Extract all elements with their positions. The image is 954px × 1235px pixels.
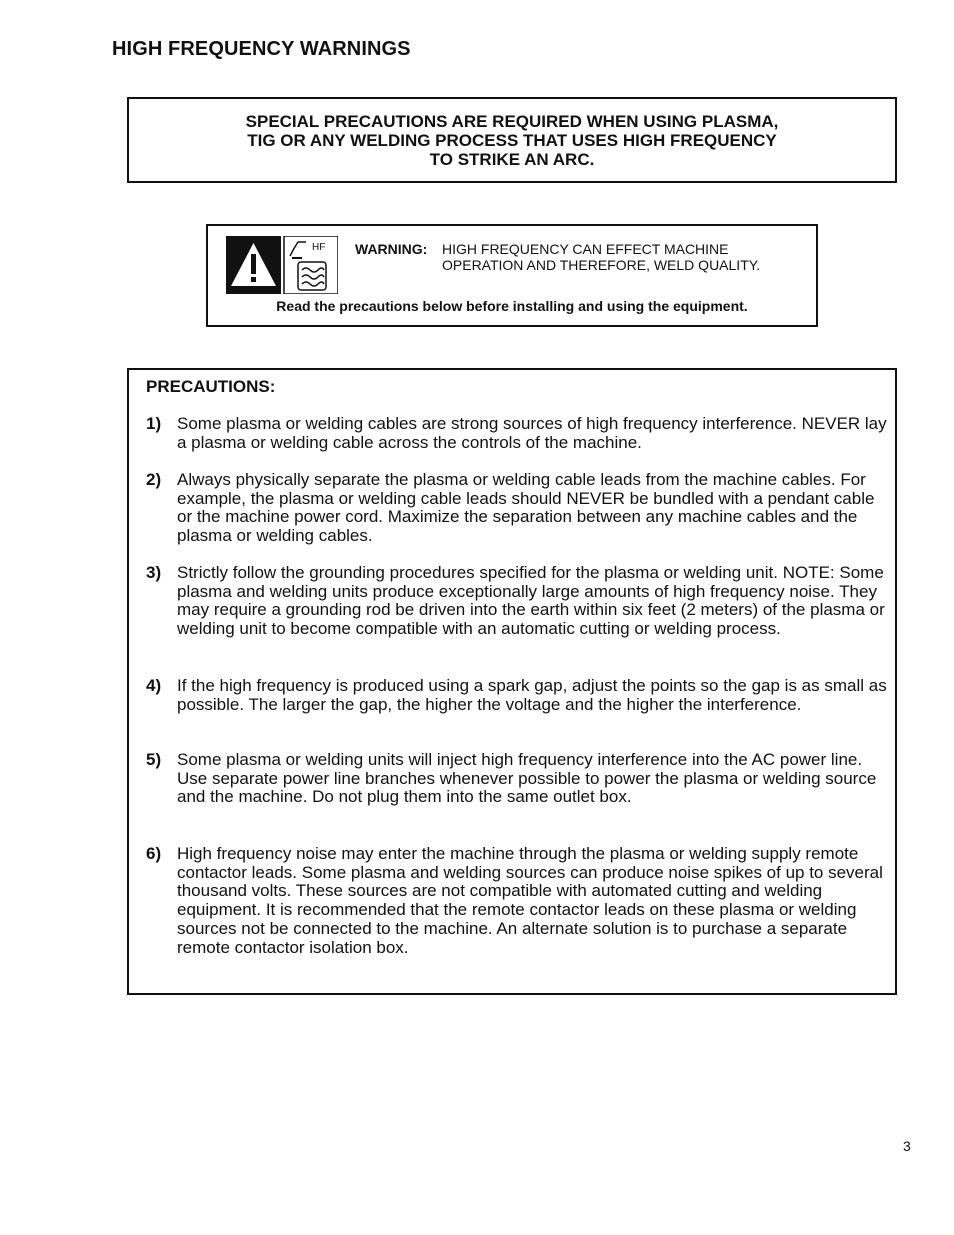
precaution-item (146, 564, 891, 639)
precaution-item (146, 751, 891, 807)
precaution-number: 1) (146, 414, 162, 433)
precaution-text: Some plasma or welding cables are strong sources of high frequency interference. NEVER lay a plasma or welding cable across the controls of the machine. (177, 414, 887, 452)
warning-text (442, 241, 812, 273)
precaution-text: Always physically separate the plasma or welding cable leads from the machine cables. For example, the plasma or welding cable leads should NEVER be bundled with a pendant cable or the machine power cord. Maximize the separation between any machine cables and the plasma or welding cables. (177, 470, 875, 546)
warning-label: WARNING: (355, 241, 428, 257)
precaution-text: If the high frequency is produced using a spark gap, adjust the points so the gap is as small as possible. The larger the gap, the higher the voltage and the higher the interference. (177, 676, 887, 714)
precaution-item (146, 471, 891, 546)
precaution-text: Strictly follow the grounding procedures specified for the plasma or welding unit. NOTE: Some plasma and welding units produce exceptionally large amounts of high frequency noise. They may require a grounding rod be driven into the earth within six feet (2 meters) of the plasma or welding unit to become compatible with an automatic cutting or welding process. (177, 563, 885, 639)
warning-line: OPERATION AND THEREFORE, WELD QUALITY. (442, 257, 761, 273)
special-precautions-box (127, 97, 897, 183)
precaution-number: 3) (146, 563, 162, 582)
precaution-number: 6) (146, 844, 162, 863)
precaution-text: Some plasma or welding units will inject high frequency interference into the AC power line. Use separate power line branches whenever possible to power the plasma or welding source and the machine. Do not plug them into the same outlet box. (177, 750, 877, 807)
warning-line: HIGH FREQUENCY CAN EFFECT MACHINE (442, 241, 729, 257)
warning-icons (226, 236, 338, 294)
precaution-item (146, 415, 891, 452)
precaution-number: 5) (146, 750, 162, 769)
precautions-heading: PRECAUTIONS: (146, 377, 276, 396)
precaution-item (146, 677, 891, 714)
page-number: 3 (903, 1138, 911, 1154)
page-title: HIGH FREQUENCY WARNINGS (112, 38, 411, 60)
precaution-number: 4) (146, 676, 162, 695)
hf-tag: HF (312, 242, 326, 253)
read-precautions-note: Read the precautions below before installing and using the equipment. (276, 298, 748, 314)
special-line: TIG OR ANY WELDING PROCESS THAT USES HIGH FREQUENCY (247, 131, 777, 150)
precaution-item (146, 845, 891, 957)
precaution-number: 2) (146, 470, 162, 489)
special-precautions-text (129, 112, 895, 169)
warning-triangle-icon (226, 236, 281, 294)
precautions-box (127, 368, 897, 995)
warning-box (206, 224, 818, 327)
special-line: TO STRIKE AN ARC. (429, 150, 595, 169)
hf-interference-icon (284, 236, 338, 294)
special-line: SPECIAL PRECAUTIONS ARE REQUIRED WHEN USING PLASMA, (245, 112, 779, 131)
precaution-text: High frequency noise may enter the machine through the plasma or welding supply remote contactor leads. Some plasma and welding sources can produce noise spikes of up to several thousand volts. These sources are not compatible with automated cutting and welding equipment. It is recommended that the remote contactor leads on these plasma or welding sources not be connected to the machine. An alternate solution is to purchase a separate remote contactor isolation box. (177, 844, 883, 957)
